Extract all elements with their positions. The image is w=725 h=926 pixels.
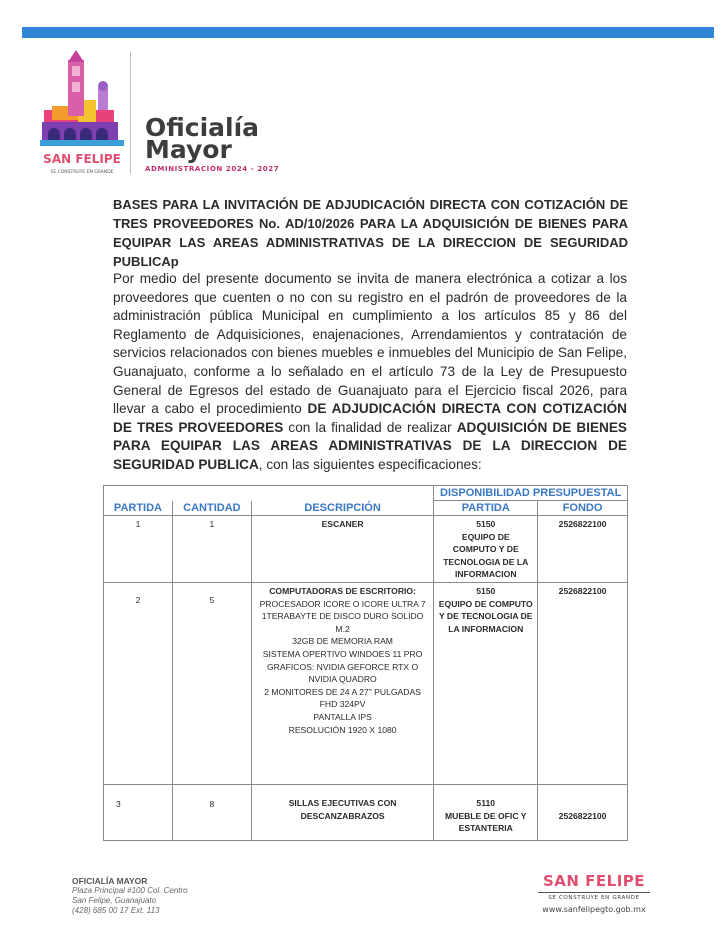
document-title: BASES PARA LA INVITACIÓN DE ADJUDICACIÓN DIRECTA CON COTIZACIÓN DE TRES PROVEEDORES No. AD/10/2026 PARA LA ADQUISICIÓN DE BIENES PARA EQUIPAR LAS AREAS ADMINISTRATIVAS DE LA DIRECCION DE SEGURIDAD PUBLICAp bbox=[113, 197, 628, 269]
header-cantidad: CANTIDAD bbox=[172, 501, 251, 516]
partida-desc-line: INFORMACION bbox=[454, 569, 517, 580]
partida-desc-line: EQUIPO DE bbox=[461, 531, 510, 542]
body-text-part2: con la finalidad de realizar bbox=[283, 419, 457, 435]
header-budget-availability: DISPONIBILIDAD PRESUPUESTAL bbox=[434, 486, 628, 501]
footer-address-line: San Felipe, Guanajuato bbox=[72, 896, 157, 905]
body-bold-procedure: DE ADJUDICACIÓN DIRECTA CON COTIZACIÓN DE TRES PROVEEDORES bbox=[113, 401, 627, 435]
desc-line: 1TERABAYTE DE DISCO DURO SOLIDO bbox=[261, 611, 424, 622]
header-partida-budget: PARTIDA bbox=[434, 501, 538, 516]
desc-line: SILLAS EJECUTIVAS CON bbox=[288, 797, 397, 808]
top-blue-bar bbox=[22, 27, 714, 38]
row-cantidad: 5 bbox=[172, 582, 251, 784]
body-text-part3: , con las siguientes especificaciones: bbox=[258, 456, 482, 472]
partida-code: 5150 bbox=[476, 585, 496, 596]
footer-website-link[interactable]: www.sanfelipegto.gob.mx bbox=[542, 905, 646, 914]
brand-title-line2: Mayor bbox=[145, 135, 232, 164]
footer-brand-name: SAN FELIPE bbox=[542, 872, 646, 890]
footer-brand-tagline: SE CONSTRUYE EN GRANDE bbox=[538, 892, 650, 901]
table-row bbox=[104, 582, 628, 784]
partida-desc-line: COMPUTO Y DE bbox=[452, 544, 519, 555]
footer-office: OFICIALÍA MAYOR bbox=[72, 876, 148, 886]
footer-address bbox=[72, 876, 188, 916]
desc-line: DESCANZABRAZOS bbox=[300, 810, 385, 821]
footer-phone: (428) 685 00 17 Ext. 113 bbox=[72, 906, 160, 915]
document-body bbox=[113, 270, 627, 475]
desc-line: PROCESADOR ICORE O ICORE ULTRA 7 bbox=[259, 598, 426, 609]
partida-desc-line: EQUIPO DE COMPUTO bbox=[438, 598, 533, 609]
logo-city-text: SAN FELIPE bbox=[43, 152, 121, 166]
table-row bbox=[104, 516, 628, 583]
row-partida: 2 bbox=[104, 582, 173, 784]
desc-line: RESOLUCIÓN 1920 X 1080 bbox=[288, 724, 397, 735]
desc-line: M.2 bbox=[335, 623, 350, 634]
desc-line: SISTEMA OPERTIVO WINDOES 11 PRO bbox=[262, 648, 423, 659]
row-partida-budget bbox=[434, 582, 538, 784]
row-cantidad: 8 bbox=[172, 784, 251, 840]
city-skyline-icon bbox=[38, 48, 126, 178]
row-partida: 1 bbox=[104, 516, 173, 583]
header-descripcion: DESCRIPCIÓN bbox=[251, 501, 434, 516]
table-row bbox=[104, 784, 628, 840]
partida-desc-line: ESTANTERIA bbox=[458, 823, 513, 834]
office-brand bbox=[145, 113, 280, 173]
row-descripcion bbox=[251, 784, 434, 840]
partida-code: 5150 bbox=[476, 519, 496, 529]
desc-line: FHD 324PV bbox=[319, 699, 366, 710]
body-text-part1: Por medio del presente documento se invita de manera electrónica a cotizar a los proveedores que cuenten o no con su registro en el padrón de proveedores de la administración pública Municipal en cumplimiento a los artículos 85 y 86 del Reglamento de Adquisiciones, enajenaciones, Arrendamientos y contratación de servicios relacionados con bienes muebles e inmuebles del Municipio de San Felipe, Guanajuato, conforme a lo señalado en el artículo 73 de la Ley de Presupuesto General de Egresos del estado de Guanajuato para el Ejercicio fiscal 2026, para llevar a cabo el procedimiento bbox=[113, 271, 627, 417]
header-fondo: FONDO bbox=[538, 501, 628, 516]
row-fondo: 2526822100 bbox=[538, 582, 628, 784]
row-partida: 3 bbox=[104, 784, 173, 840]
administration-period: ADMINISTRACIÓN 2024 - 2027 bbox=[145, 165, 280, 173]
row-partida-budget bbox=[434, 784, 538, 840]
partida-desc-line: Y DE TECNOLOGIA DE bbox=[438, 611, 533, 622]
footer-address-line: Plaza Principal #100 Col. Centro bbox=[72, 886, 188, 895]
desc-line: 32GB DE MEMORIA RAM bbox=[292, 636, 393, 647]
row-cantidad: 1 bbox=[172, 516, 251, 583]
header-partida: PARTIDA bbox=[104, 501, 173, 516]
footer-brand bbox=[538, 872, 650, 914]
row-descripcion bbox=[251, 516, 434, 583]
desc-line: NVIDIA QUADRO bbox=[308, 674, 377, 685]
body-bold-acquisition: ADQUISICIÓN DE BIENES PARA EQUIPAR LAS AREAS ADMINISTRATIVAS DE LA DIRECCION DE SEGURIDAD PUBLICA bbox=[113, 419, 627, 472]
row-fondo: 2526822100 bbox=[538, 516, 628, 583]
brand-title-line1: Oficialía bbox=[145, 113, 260, 142]
partida-code: 5110 bbox=[476, 797, 496, 808]
desc-line: ESCANER bbox=[321, 519, 364, 529]
logo-tagline-text: SE CONSTRUYE EN GRANDE bbox=[50, 170, 114, 175]
partida-desc-line: MUEBLE DE OFIC Y bbox=[445, 810, 527, 821]
partida-desc-line: TECNOLOGIA DE LA bbox=[443, 556, 529, 567]
desc-line: PANTALLA IPS bbox=[313, 711, 372, 722]
header-divider bbox=[130, 52, 131, 174]
partida-desc-line: LA INFORMACION bbox=[448, 623, 524, 634]
san-felipe-logo bbox=[38, 48, 126, 178]
row-descripcion bbox=[251, 582, 434, 784]
desc-line: GRAFICOS: NVIDIA GEFORCE RTX O bbox=[266, 661, 419, 672]
desc-line: COMPUTADORAS DE ESCRITORIO: bbox=[269, 585, 416, 596]
row-partida-budget bbox=[434, 516, 538, 583]
row-fondo: 2526822100 bbox=[538, 784, 628, 840]
specifications-table bbox=[103, 485, 628, 841]
desc-line: 2 MONITORES DE 24 A 27" PULGADAS bbox=[264, 686, 421, 697]
